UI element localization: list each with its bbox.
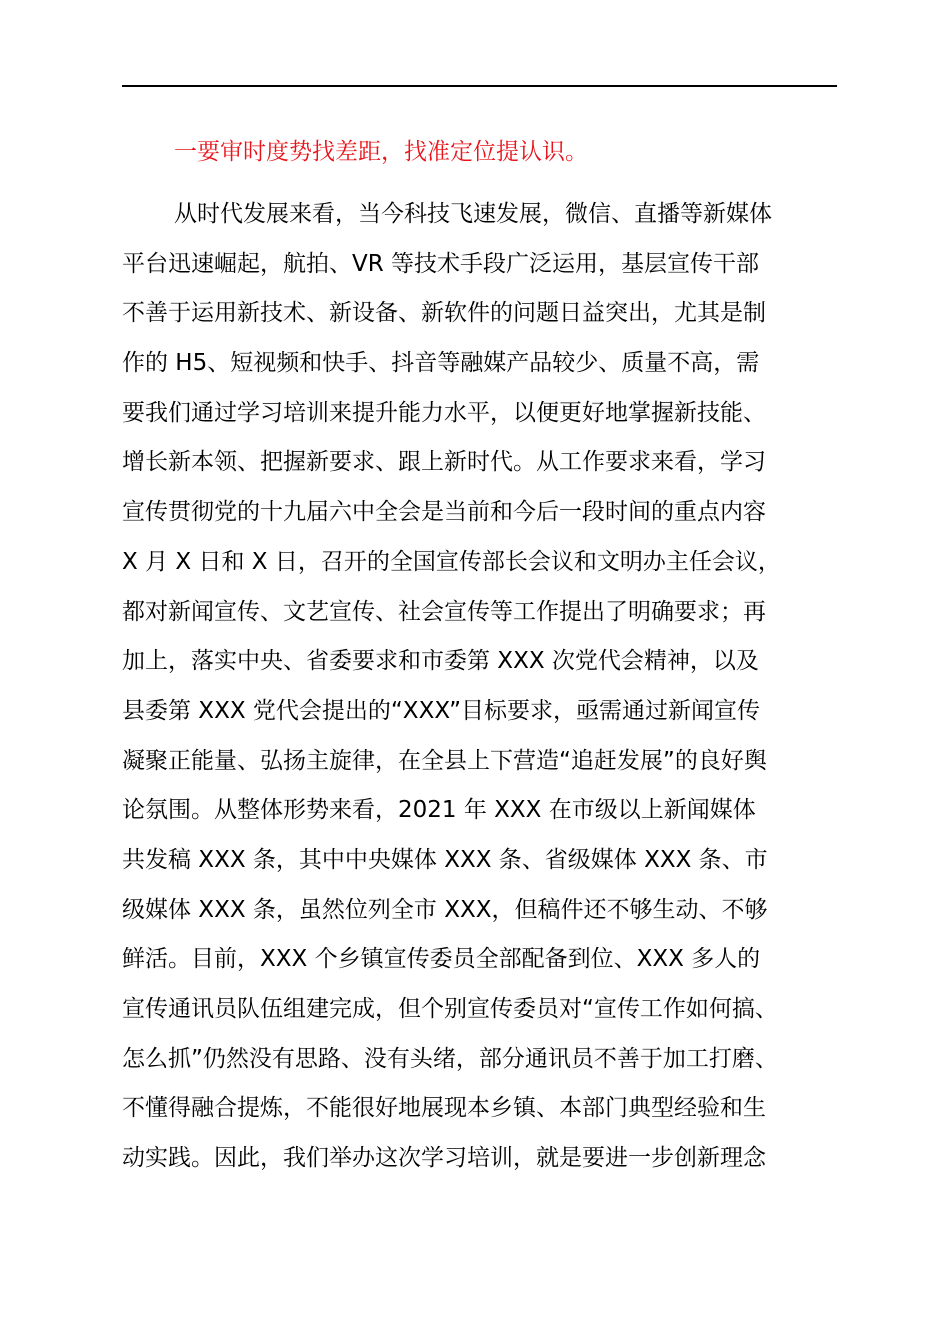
body-paragraph	[122, 190, 862, 1184]
text-line: 要我们通过学习培训来提升能力水平，以便更好地掌握新技能、	[122, 399, 766, 426]
text-line: 共发稿 XXX 条，其中中央媒体 XXX 条、省级媒体 XXX 条、市	[122, 846, 768, 873]
text-line: 不懂得融合提炼，不能很好地展现本乡镇、本部门典型经验和生	[122, 1095, 766, 1122]
text-line: 平台迅速崛起，航拍、VR 等技术手段广泛运用，基层宣传干部	[122, 250, 760, 277]
text-line: X 月 X 日和 X 日，召开的全国宣传部长会议和文明办主任会议，	[122, 548, 781, 575]
text-line: 论氛围。从整体形势来看，2021 年 XXX 在市级以上新闻媒体	[122, 797, 756, 824]
text-line: 加上，落实中央、省委要求和市委第 XXX 次党代会精神，以及	[122, 648, 759, 675]
text-line: 宣传通讯员队伍组建完成，但个别宣传委员对“宣传工作如何搞、	[122, 996, 778, 1022]
text-line: 作的 H5、短视频和快手、抖音等融媒产品较少、质量不高，需	[122, 350, 760, 377]
text-line: 宣传贯彻党的十九届六中全会是当前和今后一段时间的重点内容	[122, 499, 766, 526]
text-line: 动实践。因此，我们举办这次学习培训，就是要进一步创新理念	[122, 1145, 766, 1172]
text-line: 凝聚正能量、弘扬主旋律，在全县上下营造“追赶发展”的良好舆	[122, 747, 767, 774]
text-line: 鲜活。目前，XXX 个乡镇宣传委员全部配备到位、XXX 多人的	[122, 946, 761, 973]
text-line: 县委第 XXX 党代会提出的“XXX”目标要求，亟需通过新闻宣传	[122, 697, 761, 724]
text-line: 不善于运用新技术、新设备、新软件的问题日益突出，尤其是制	[122, 300, 766, 327]
text-line: 怎么抓”仍然没有思路、没有头绪，部分通讯员不善于加工打磨、	[122, 1045, 778, 1072]
text-line: 增长新本领、把握新要求、跟上新时代。从工作要求来看，学习	[122, 449, 766, 476]
text-line: 都对新闻宣传、文艺宣传、社会宣传等工作提出了明确要求；再	[122, 598, 766, 625]
header-rule	[122, 85, 837, 87]
text-line: 从时代发展来看，当今科技飞速发展，微信、直播等新媒体	[174, 201, 772, 227]
text-line: 级媒体 XXX 条，虽然位列全市 XXX，但稿件还不够生动、不够	[122, 896, 768, 923]
section-heading: 一要审时度势找差距，找准定位提认识。	[174, 139, 588, 165]
